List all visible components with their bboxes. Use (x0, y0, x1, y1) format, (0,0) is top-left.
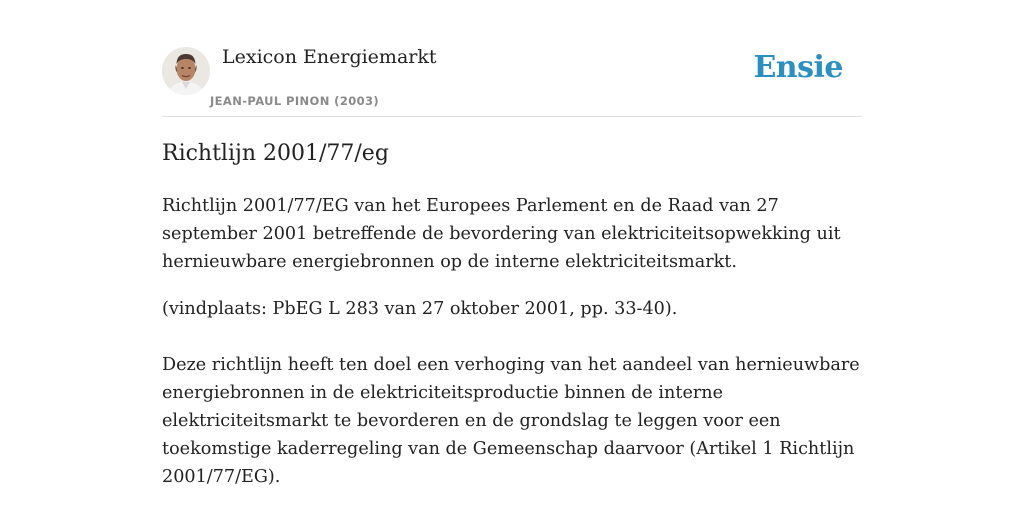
entry-paragraph-purpose: Deze richtlijn heeft ten doel een verhoging van het aandeel van hernieuwbare energiebronnen in de elektriciteitsproductie binnen de interne elektriciteitsmarkt te bevorderen en de grondslag te leggen voor een toekomstige kaderregeling van de Gemeenschap daarvoor (Artikel 1 Richtlijn 2001/77/EG). (162, 355, 860, 487)
entry-paragraph-definition: Richtlijn 2001/77/EG van het Europees Parlement en de Raad van 27 september 2001 betreffende de bevordering van elektriciteitsopwekking uit hernieuwbare energiebronnen op de interne elektriciteitsmarkt. (162, 196, 841, 272)
author-name[interactable]: JEAN-PAUL PINON (2003) (210, 94, 380, 108)
author-photo-icon (162, 47, 210, 95)
brand-logo[interactable]: Ensie (753, 50, 843, 85)
lexicon-title[interactable]: Lexicon Energiemarkt (222, 46, 437, 68)
author-avatar[interactable] (162, 47, 210, 95)
entry-paragraph-source: (vindplaats: PbEG L 283 van 27 oktober 2001, pp. 33-40). (162, 299, 678, 319)
entry-title: Richtlijn 2001/77/eg (162, 141, 389, 166)
page-header (162, 40, 862, 117)
entry-content (162, 138, 862, 491)
